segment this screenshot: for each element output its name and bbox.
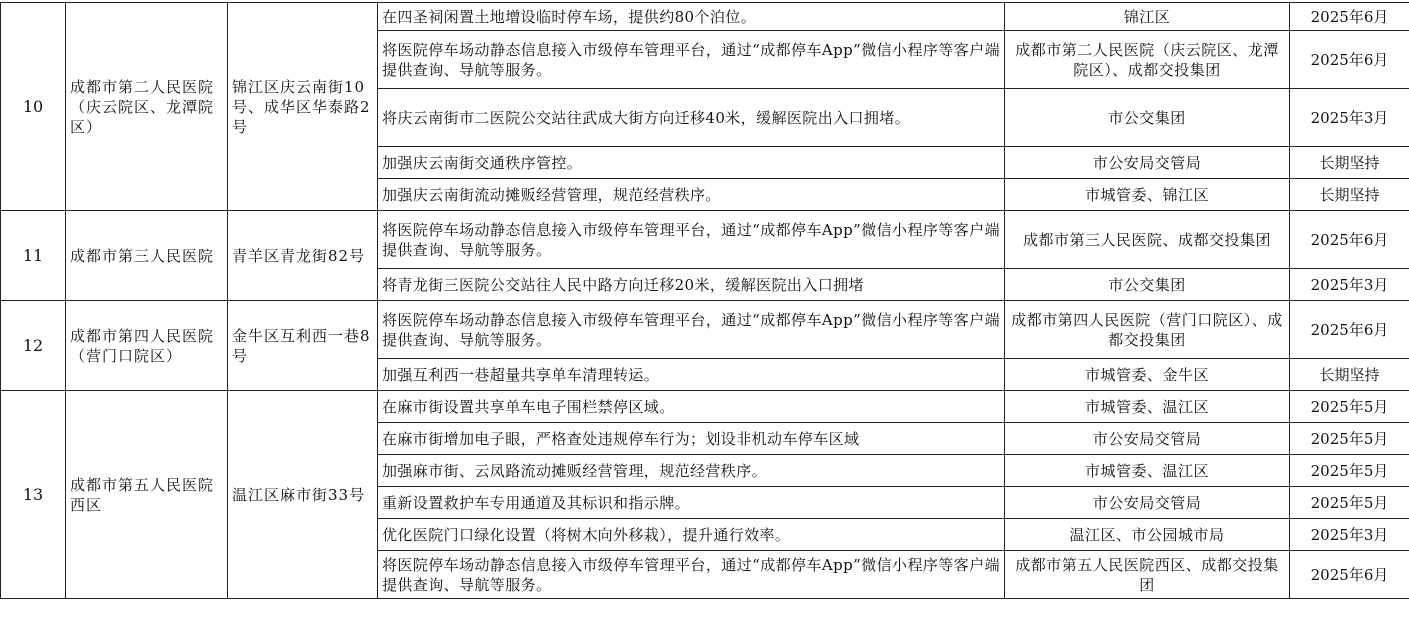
hospital-name: 成都市第三人民医院 — [66, 211, 228, 301]
measure-text: 在四圣祠闲置土地增设临时停车场，提供约80个泊位。 — [378, 3, 1005, 31]
hospital-name: 成都市第四人民医院（营门口院区） — [66, 301, 228, 391]
hospital-address: 温江区麻市街33号 — [228, 391, 378, 599]
measure-text: 将医院停车场动静态信息接入市级停车管理平台，通过“成都停车App”微信小程序等客户端提供查询、导航等服务。 — [378, 31, 1005, 89]
completion-date: 长期坚持 — [1290, 359, 1409, 391]
responsible-unit: 锦江区 — [1005, 3, 1290, 31]
completion-date: 2025年3月 — [1290, 89, 1409, 147]
completion-date: 长期坚持 — [1290, 179, 1409, 211]
measure-text: 重新设置救护车专用通道及其标识和指示牌。 — [378, 487, 1005, 519]
measure-text: 在麻市街设置共享单车电子围栏禁停区域。 — [378, 391, 1005, 423]
completion-date: 2025年5月 — [1290, 455, 1409, 487]
measure-text: 将医院停车场动静态信息接入市级停车管理平台，通过“成都停车App”微信小程序等客户端提供查询、导航等服务。 — [378, 301, 1005, 359]
completion-date: 2025年6月 — [1290, 551, 1409, 599]
row-number: 10 — [1, 3, 66, 211]
responsible-unit: 市公安局交管局 — [1005, 147, 1290, 179]
responsible-unit: 成都市第二人民医院（庆云院区、龙潭院区）、成都交投集团 — [1005, 31, 1290, 89]
measure-text: 加强庆云南街交通秩序管控。 — [378, 147, 1005, 179]
table-row — [1, 301, 1409, 359]
measure-text: 加强庆云南街流动摊贩经营管理，规范经营秩序。 — [378, 179, 1005, 211]
responsible-unit: 市公安局交管局 — [1005, 423, 1290, 455]
completion-date: 2025年3月 — [1290, 519, 1409, 551]
completion-date: 2025年6月 — [1290, 31, 1409, 89]
completion-date: 2025年6月 — [1290, 3, 1409, 31]
measure-text: 将庆云南街市二医院公交站往武成大街方向迁移40米，缓解医院出入口拥堵。 — [378, 89, 1005, 147]
completion-date: 2025年5月 — [1290, 487, 1409, 519]
hospital-address: 青羊区青龙街82号 — [228, 211, 378, 301]
measure-text: 加强互利西一巷超量共享单车清理转运。 — [378, 359, 1005, 391]
hospital-address: 锦江区庆云南街10号、成华区华泰路2号 — [228, 3, 378, 211]
responsible-unit: 成都市第四人民医院（营门口院区）、成都交投集团 — [1005, 301, 1290, 359]
measure-text: 加强麻市街、云凤路流动摊贩经营管理，规范经营秩序。 — [378, 455, 1005, 487]
row-number: 11 — [1, 211, 66, 301]
hospital-traffic-measures-table — [0, 2, 1409, 599]
responsible-unit: 温江区、市公园城市局 — [1005, 519, 1290, 551]
measure-text: 将医院停车场动静态信息接入市级停车管理平台，通过“成都停车App”微信小程序等客户端提供查询、导航等服务。 — [378, 551, 1005, 599]
measure-text: 将青龙街三医院公交站往人民中路方向迁移20米，缓解医院出入口拥堵 — [378, 269, 1005, 301]
measure-text: 优化医院门口绿化设置（将树木向外移栽），提升通行效率。 — [378, 519, 1005, 551]
table-row — [1, 391, 1409, 423]
completion-date: 2025年3月 — [1290, 269, 1409, 301]
responsible-unit: 市城管委、锦江区 — [1005, 179, 1290, 211]
completion-date: 2025年6月 — [1290, 301, 1409, 359]
completion-date: 2025年6月 — [1290, 211, 1409, 269]
hospital-address: 金牛区互利西一巷8号 — [228, 301, 378, 391]
row-number: 12 — [1, 301, 66, 391]
completion-date: 长期坚持 — [1290, 147, 1409, 179]
responsible-unit: 成都市第五人民医院西区、成都交投集团 — [1005, 551, 1290, 599]
completion-date: 2025年5月 — [1290, 391, 1409, 423]
measure-text: 在麻市街增加电子眼，严格查处违规停车行为；划设非机动车停车区域 — [378, 423, 1005, 455]
row-number: 13 — [1, 391, 66, 599]
hospital-name: 成都市第五人民医院西区 — [66, 391, 228, 599]
responsible-unit: 市公交集团 — [1005, 89, 1290, 147]
measure-text: 将医院停车场动静态信息接入市级停车管理平台，通过“成都停车App”微信小程序等客户端提供查询、导航等服务。 — [378, 211, 1005, 269]
completion-date: 2025年5月 — [1290, 423, 1409, 455]
responsible-unit: 市公安局交管局 — [1005, 487, 1290, 519]
responsible-unit: 市城管委、金牛区 — [1005, 359, 1290, 391]
hospital-name: 成都市第二人民医院（庆云院区、龙潭院区） — [66, 3, 228, 211]
responsible-unit: 市城管委、温江区 — [1005, 455, 1290, 487]
table-row — [1, 211, 1409, 269]
responsible-unit: 成都市第三人民医院、成都交投集团 — [1005, 211, 1290, 269]
table-row — [1, 3, 1409, 31]
responsible-unit: 市公交集团 — [1005, 269, 1290, 301]
responsible-unit: 市城管委、温江区 — [1005, 391, 1290, 423]
